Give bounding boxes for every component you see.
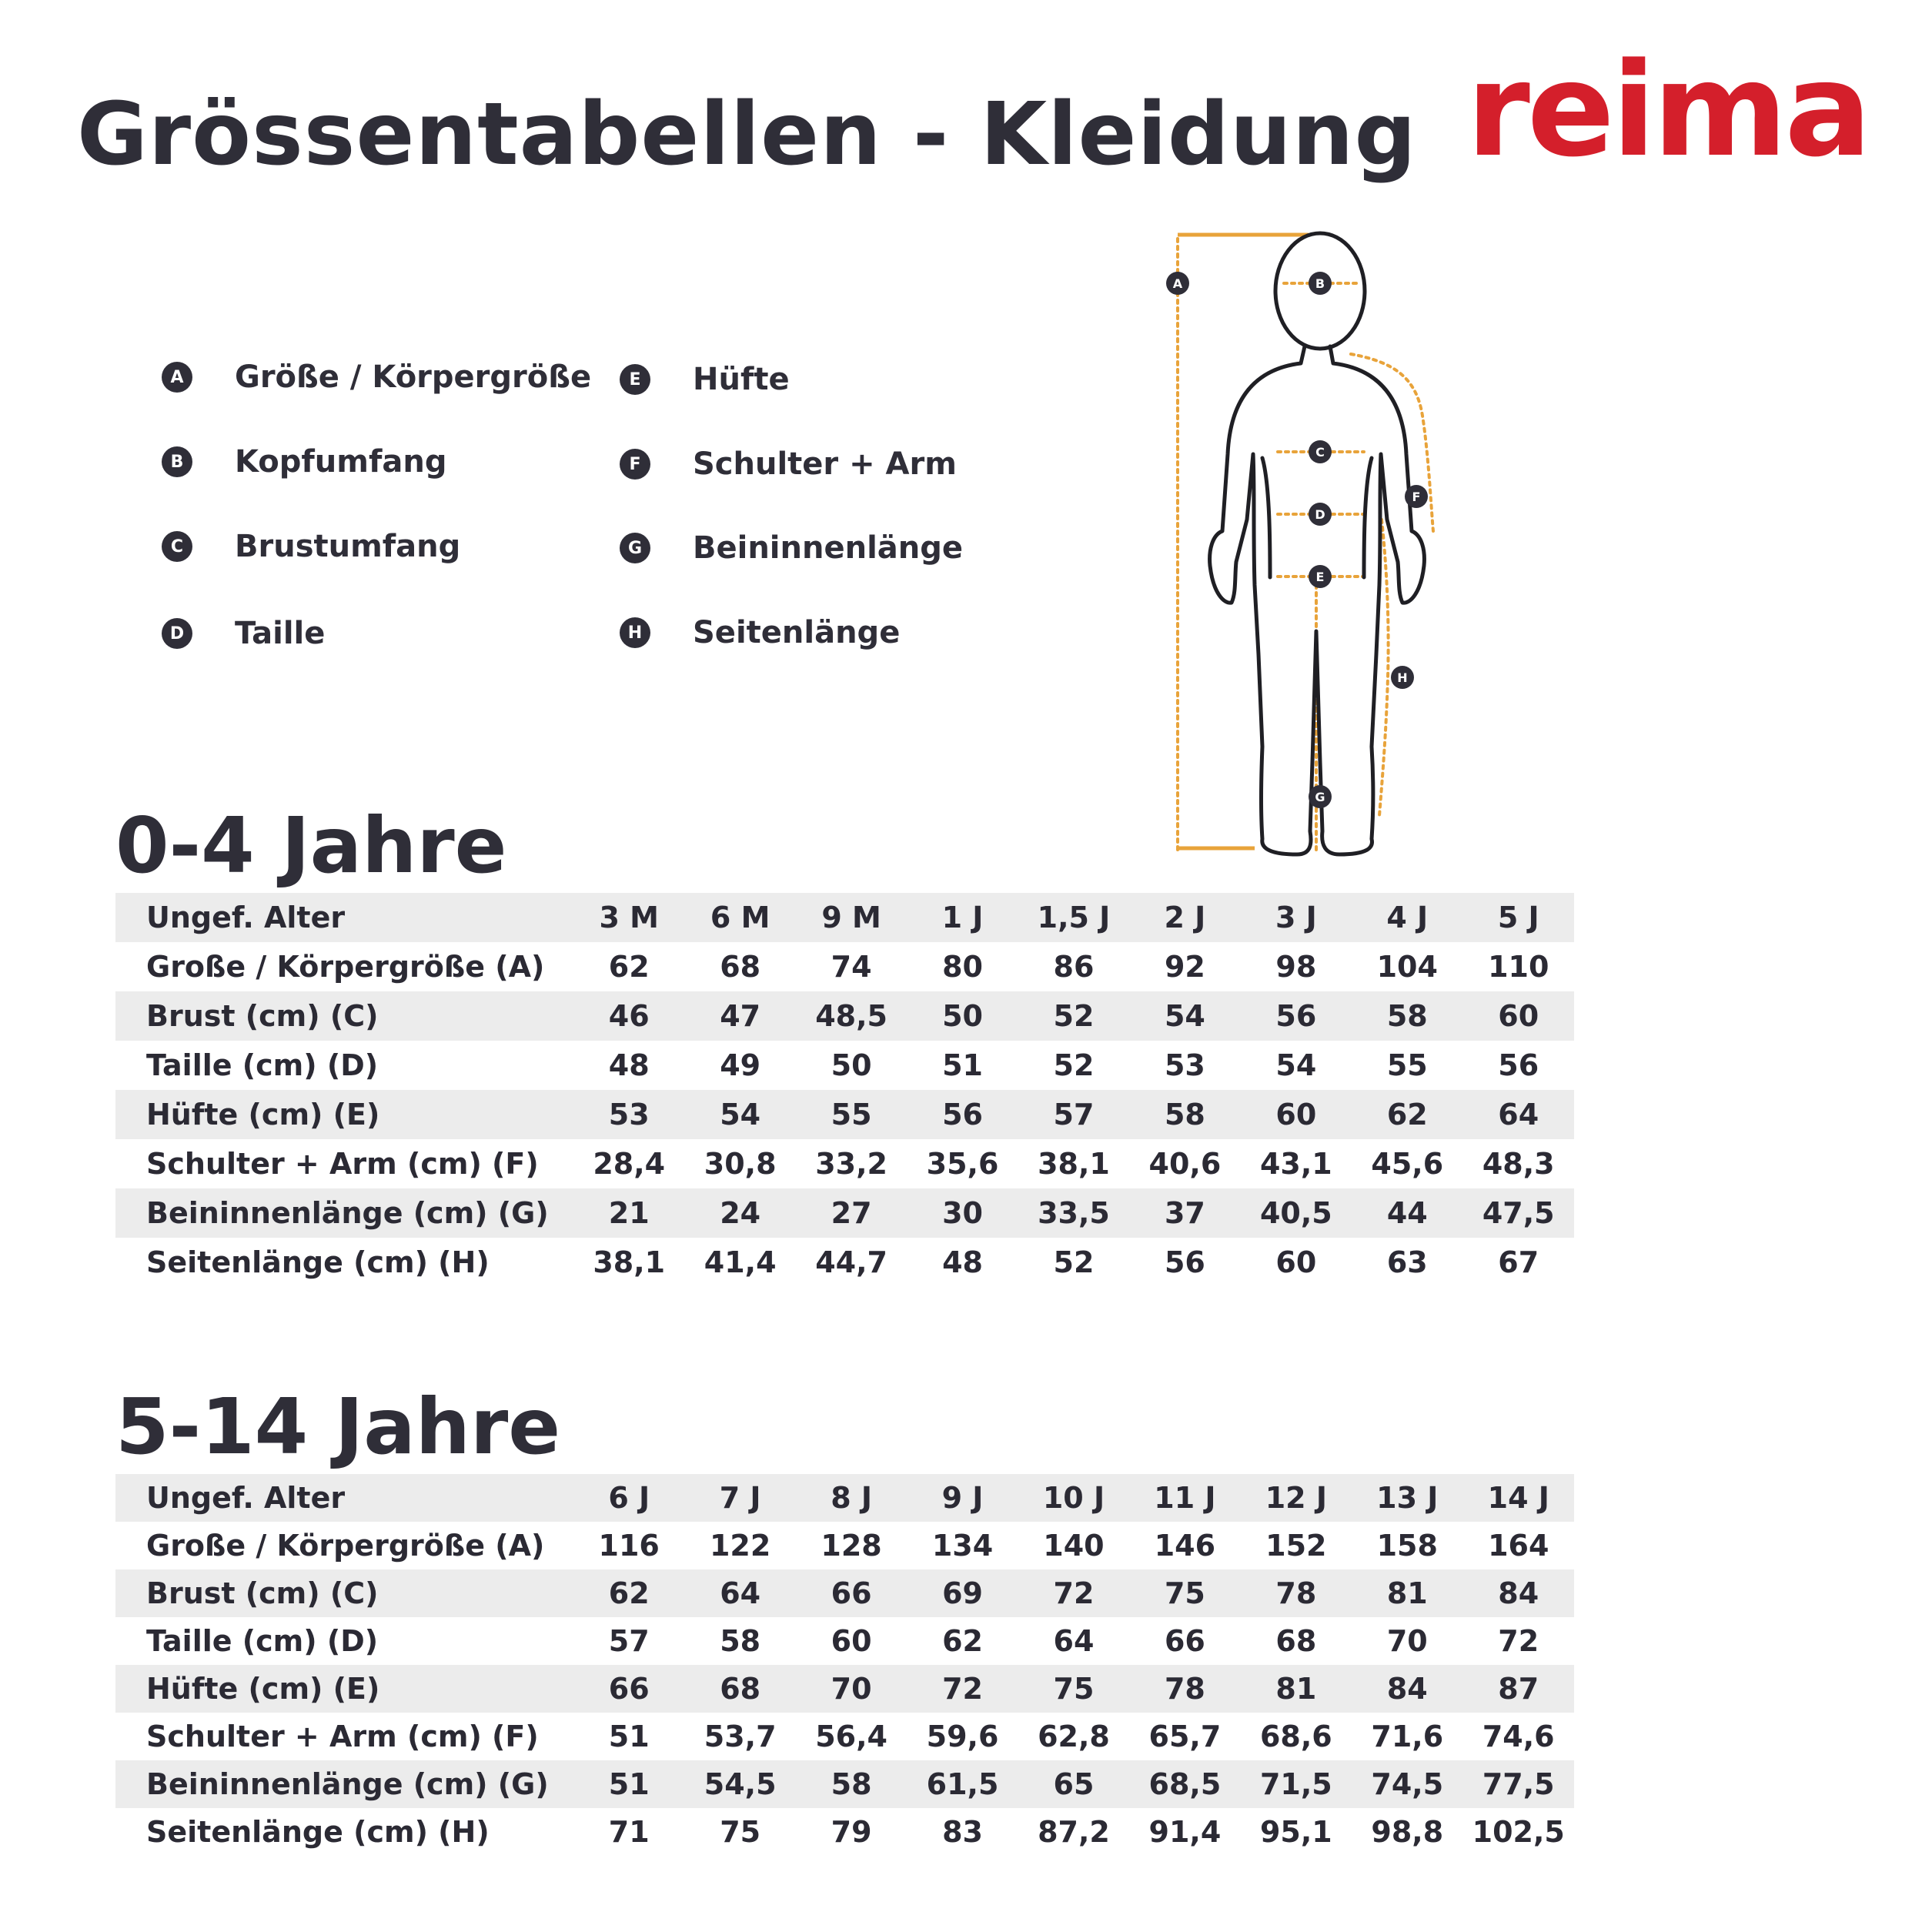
table-cell: 75 (720, 1815, 761, 1849)
table-cell: 83 (942, 1815, 983, 1849)
table-row (115, 1090, 1574, 1139)
table-cell: 80 (942, 950, 983, 984)
table-cell: 62 (608, 950, 650, 984)
figure-marker-a (1166, 272, 1189, 295)
figure-marker-g (1309, 785, 1332, 808)
table-cell: 71 (608, 1815, 650, 1849)
table-cell: 110 (1488, 950, 1549, 984)
table-cell: 75 (1053, 1672, 1095, 1706)
table-row (115, 1617, 1574, 1665)
table-cell: 64 (720, 1576, 761, 1610)
table-cell: 77,5 (1482, 1767, 1555, 1801)
table-cell: 1,5 J (1037, 901, 1111, 934)
size-table-0-4 (115, 893, 1574, 1287)
table-cell: 140 (1043, 1529, 1105, 1563)
table-cell: 50 (942, 999, 983, 1033)
row-label: Taille (cm) (D) (146, 1624, 379, 1658)
table-cell: 54 (1275, 1048, 1317, 1082)
table-cell: 75 (1164, 1576, 1205, 1610)
table-cell: 102,5 (1472, 1815, 1565, 1849)
table-cell: 84 (1498, 1576, 1539, 1610)
table-cell: 56 (1498, 1048, 1539, 1082)
table-cell: 47,5 (1482, 1196, 1555, 1230)
table-cell: 9 J (941, 1481, 984, 1515)
table-cell: 65,7 (1148, 1720, 1222, 1753)
table-cell: 84 (1386, 1672, 1428, 1706)
row-label: Beininnenlänge (cm) (G) (146, 1196, 549, 1230)
legend-label-b: Kopfumfang (235, 444, 447, 480)
table-cell: 158 (1376, 1529, 1438, 1563)
table-cell: 71,5 (1259, 1767, 1332, 1801)
table-cell: 62 (608, 1576, 650, 1610)
table-cell: 28,4 (593, 1147, 666, 1181)
table-cell: 6 J (608, 1481, 650, 1515)
table-row (115, 1139, 1574, 1188)
table-cell: 56 (1275, 999, 1317, 1033)
table-cell: 50 (831, 1048, 872, 1082)
table-cell: 164 (1488, 1529, 1549, 1563)
table-cell: 64 (1053, 1624, 1095, 1658)
table-cell: 52 (1053, 999, 1095, 1033)
table-cell: 72 (1498, 1624, 1539, 1658)
legend-badge-b: B (162, 446, 192, 477)
table-cell: 66 (831, 1576, 872, 1610)
table-cell: 47 (720, 999, 761, 1033)
table-cell: 68,6 (1259, 1720, 1332, 1753)
table-cell: 66 (1164, 1624, 1205, 1658)
table-cell: 38,1 (593, 1245, 666, 1279)
legend-label-h: Seitenlänge (693, 615, 901, 650)
table-cell: 52 (1053, 1245, 1095, 1279)
table-cell: 65 (1053, 1767, 1095, 1801)
table-cell: 48 (942, 1245, 983, 1279)
table-cell: 11 J (1154, 1481, 1216, 1515)
table-cell: 14 J (1487, 1481, 1549, 1515)
table-cell: 72 (1053, 1576, 1095, 1610)
table-cell: 56 (1164, 1245, 1205, 1279)
body-measurement-figure (1162, 223, 1470, 877)
table-cell: 104 (1376, 950, 1438, 984)
legend-label-c: Brustumfang (235, 529, 461, 564)
table-cell: 74,5 (1371, 1767, 1444, 1801)
table-cell: 13 J (1376, 1481, 1439, 1515)
figure-marker-b (1309, 272, 1332, 295)
table-cell: 30 (942, 1196, 983, 1230)
table-cell: 67 (1498, 1245, 1539, 1279)
legend-item-e (620, 362, 790, 397)
table-cell: 7 J (719, 1481, 761, 1515)
table-cell: 58 (1386, 999, 1428, 1033)
table-cell: 4 J (1386, 901, 1429, 934)
legend-label-f: Schulter + Arm (693, 446, 957, 482)
legend-label-g: Beininnenlänge (693, 530, 964, 566)
table-cell: 3 M (599, 901, 659, 934)
row-label: Taille (cm) (D) (146, 1048, 379, 1082)
table-cell: 24 (720, 1196, 761, 1230)
svg-text:F: F (1412, 490, 1421, 504)
table-cell: 5 J (1497, 901, 1539, 934)
table-cell: 45,6 (1371, 1147, 1444, 1181)
table-cell: 33,2 (815, 1147, 887, 1181)
legend-item-f (620, 446, 957, 482)
table-cell: 70 (831, 1672, 872, 1706)
table-cell: 61,5 (926, 1767, 999, 1801)
table-cell: 68 (1275, 1624, 1317, 1658)
table-cell: 86 (1053, 950, 1095, 984)
table-row (115, 1665, 1574, 1713)
table-cell: 128 (821, 1529, 882, 1563)
table-cell: 30,8 (704, 1147, 777, 1181)
table-cell: 60 (1275, 1245, 1317, 1279)
table-cell: 49 (720, 1048, 761, 1082)
table-cell: 44,7 (815, 1245, 887, 1279)
legend-item-b (162, 444, 446, 480)
table-cell: 62,8 (1038, 1720, 1110, 1753)
table-cell: 56,4 (815, 1720, 887, 1753)
table-cell: 54 (720, 1098, 761, 1131)
legend-badge-a: A (162, 362, 192, 393)
table-cell: 44 (1386, 1196, 1428, 1230)
table-cell: 62 (1386, 1098, 1428, 1131)
table-cell: 69 (942, 1576, 983, 1610)
section-title-0-4: 0-4 Jahre (115, 801, 507, 891)
table-row (115, 1238, 1574, 1287)
table-cell: 152 (1265, 1529, 1327, 1563)
legend-badge-e: E (620, 364, 650, 395)
table-cell: 27 (831, 1196, 872, 1230)
table-cell: 122 (709, 1529, 771, 1563)
table-cell: 78 (1164, 1672, 1205, 1706)
table-cell: 72 (942, 1672, 983, 1706)
table-row (115, 1760, 1574, 1808)
row-label: Schulter + Arm (cm) (F) (146, 1720, 539, 1753)
legend-badge-c: C (162, 531, 192, 562)
table-cell: 71,6 (1371, 1720, 1444, 1753)
table-cell: 68,5 (1148, 1767, 1222, 1801)
table-cell: 134 (931, 1529, 994, 1563)
row-label: Ungef. Alter (146, 1481, 346, 1515)
legend-badge-h: H (620, 617, 650, 648)
table-cell: 51 (608, 1720, 650, 1753)
table-cell: 87,2 (1038, 1815, 1110, 1849)
table-cell: 52 (1053, 1048, 1095, 1082)
table-cell: 56 (942, 1098, 983, 1131)
table-cell: 64 (1498, 1098, 1539, 1131)
table-row (115, 1808, 1574, 1856)
table-cell: 40,6 (1148, 1147, 1222, 1181)
table-cell: 41,4 (704, 1245, 777, 1279)
svg-text:E: E (1315, 570, 1325, 584)
table-row (115, 1188, 1574, 1238)
table-cell: 70 (1386, 1624, 1428, 1658)
table-cell: 35,6 (926, 1147, 999, 1181)
table-cell: 58 (720, 1624, 761, 1658)
table-cell: 146 (1154, 1529, 1216, 1563)
table-cell: 12 J (1265, 1481, 1327, 1515)
table-cell: 48,3 (1482, 1147, 1555, 1181)
table-cell: 62 (942, 1624, 983, 1658)
table-cell: 57 (1053, 1098, 1095, 1131)
legend-badge-d: D (162, 618, 192, 649)
table-cell: 58 (1164, 1098, 1205, 1131)
table-cell: 3 J (1275, 901, 1317, 934)
table-cell: 48 (608, 1048, 650, 1082)
figure-marker-d (1309, 503, 1332, 526)
svg-text:B: B (1315, 276, 1325, 291)
table-row (115, 991, 1574, 1041)
row-label: Ungef. Alter (146, 901, 346, 934)
table-row (115, 1474, 1574, 1522)
row-label: Hüfte (cm) (E) (146, 1672, 380, 1706)
svg-text:A: A (1172, 276, 1183, 291)
section-title-5-14: 5-14 Jahre (115, 1382, 561, 1472)
brand-logo: reima (1466, 35, 1869, 186)
row-label: Seitenlänge (cm) (H) (146, 1815, 490, 1849)
row-label: Brust (cm) (C) (146, 1576, 379, 1610)
table-cell: 55 (831, 1098, 872, 1131)
legend-item-h (620, 615, 900, 650)
figure-marker-h (1391, 666, 1414, 689)
table-cell: 59,6 (926, 1720, 999, 1753)
figure-marker-f (1405, 485, 1428, 508)
legend-badge-g: G (620, 533, 650, 563)
table-cell: 81 (1275, 1672, 1317, 1706)
table-cell: 54,5 (704, 1767, 777, 1801)
table-cell: 10 J (1042, 1481, 1105, 1515)
table-cell: 58 (831, 1767, 872, 1801)
row-label: Seitenlänge (cm) (H) (146, 1245, 490, 1279)
figure-marker-c (1309, 440, 1332, 463)
table-cell: 8 J (831, 1481, 872, 1515)
legend-item-g (620, 530, 963, 566)
table-cell: 9 M (821, 901, 881, 934)
row-label: Hüfte (cm) (E) (146, 1098, 380, 1131)
legend-label-e: Hüfte (693, 362, 790, 397)
table-cell: 60 (831, 1624, 872, 1658)
table-cell: 6 M (710, 901, 770, 934)
table-cell: 54 (1164, 999, 1205, 1033)
table-cell: 48,5 (815, 999, 887, 1033)
table-row (115, 893, 1574, 942)
table-cell: 91,4 (1148, 1815, 1222, 1849)
table-cell: 46 (608, 999, 650, 1033)
table-cell: 92 (1164, 950, 1205, 984)
table-cell: 37 (1164, 1196, 1205, 1230)
row-label: Beininnenlänge (cm) (G) (146, 1767, 549, 1801)
row-label: Große / Körpergröße (A) (146, 950, 545, 984)
table-cell: 68 (720, 950, 761, 984)
page-title: Grössentabellen - Kleidung (77, 85, 1417, 185)
table-cell: 1 J (941, 901, 984, 934)
size-table-5-14 (115, 1474, 1574, 1856)
table-cell: 68 (720, 1672, 761, 1706)
legend-item-c (162, 529, 460, 564)
table-cell: 98,8 (1371, 1815, 1444, 1849)
table-cell: 60 (1498, 999, 1539, 1033)
table-row (115, 1569, 1574, 1617)
table-cell: 78 (1275, 1576, 1317, 1610)
figure-marker-e (1309, 565, 1332, 588)
table-cell: 43,1 (1259, 1147, 1332, 1181)
table-cell: 33,5 (1038, 1196, 1110, 1230)
table-cell: 53 (1164, 1048, 1205, 1082)
table-cell: 57 (608, 1624, 650, 1658)
table-row (115, 1522, 1574, 1569)
table-row (115, 1713, 1574, 1760)
table-cell: 116 (598, 1529, 660, 1563)
table-cell: 60 (1275, 1098, 1317, 1131)
table-cell: 38,1 (1038, 1147, 1110, 1181)
table-cell: 51 (608, 1767, 650, 1801)
row-label: Große / Körpergröße (A) (146, 1529, 545, 1563)
table-cell: 74 (831, 950, 872, 984)
legend-badge-f: F (620, 449, 650, 480)
legend-label-a: Größe / Körpergröße (235, 359, 592, 395)
table-cell: 53 (608, 1098, 650, 1131)
table-cell: 98 (1275, 950, 1317, 984)
row-label: Schulter + Arm (cm) (F) (146, 1147, 539, 1181)
legend-item-d (162, 616, 325, 651)
table-cell: 55 (1386, 1048, 1428, 1082)
table-cell: 63 (1386, 1245, 1428, 1279)
table-cell: 74,6 (1482, 1720, 1555, 1753)
table-cell: 66 (608, 1672, 650, 1706)
table-cell: 40,5 (1259, 1196, 1332, 1230)
svg-text:H: H (1397, 670, 1408, 685)
row-label: Brust (cm) (C) (146, 999, 379, 1033)
table-cell: 51 (942, 1048, 983, 1082)
legend-label-d: Taille (235, 616, 326, 651)
table-row (115, 942, 1574, 991)
table-cell: 81 (1386, 1576, 1428, 1610)
svg-text:C: C (1315, 445, 1325, 460)
table-cell: 21 (608, 1196, 650, 1230)
svg-text:D: D (1315, 507, 1325, 522)
table-cell: 79 (831, 1815, 872, 1849)
svg-text:G: G (1315, 790, 1325, 804)
table-cell: 95,1 (1259, 1815, 1332, 1849)
table-cell: 2 J (1164, 901, 1206, 934)
legend-item-a (162, 359, 591, 395)
table-cell: 87 (1498, 1672, 1539, 1706)
table-cell: 53,7 (704, 1720, 777, 1753)
table-row (115, 1041, 1574, 1090)
